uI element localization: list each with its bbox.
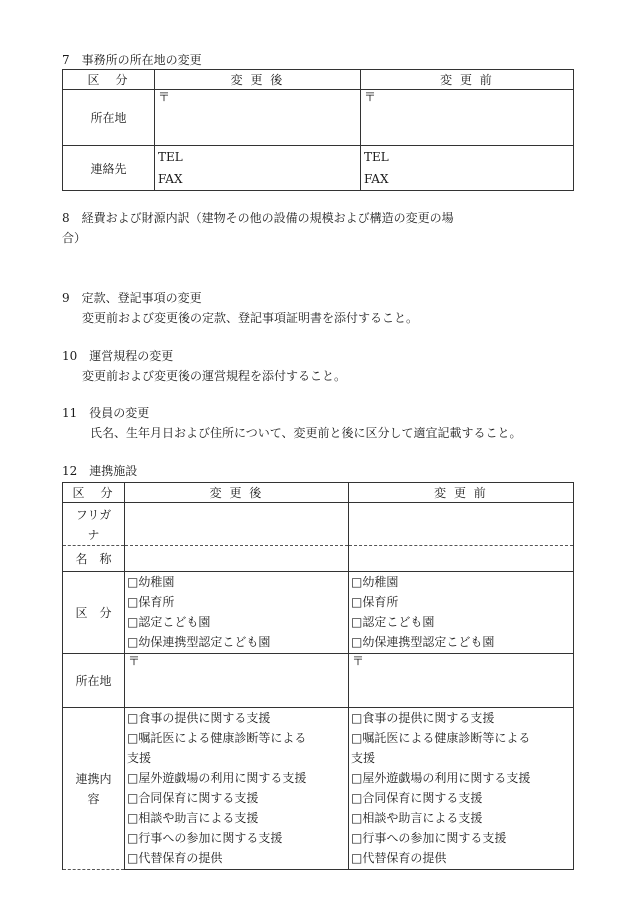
fax-label: FAX: [158, 172, 183, 186]
location-before-cell[interactable]: [361, 90, 574, 146]
category-option-certified[interactable]: □認定こども園: [351, 615, 435, 629]
name-after-cell[interactable]: [125, 546, 349, 572]
content-before-cell: [349, 708, 574, 870]
col-category-header: 区 分: [63, 483, 125, 503]
content-after-cell: [125, 708, 349, 870]
category-option-kindergarten[interactable]: □幼稚園: [351, 575, 399, 589]
content-label-1: 連携内: [75, 771, 112, 786]
fax-label: FAX: [364, 172, 389, 186]
category-after-cell: [125, 572, 349, 654]
row-label-location: 所在地: [63, 90, 155, 146]
section-9-body: 変更前および変更後の定款、登記事項証明書を添付すること。: [82, 311, 419, 325]
postal-mark: 〒: [158, 90, 171, 104]
tel-label: TEL: [158, 150, 183, 164]
content-option-playground[interactable]: □屋外遊戯場の利用に関する支援: [127, 771, 307, 785]
contact-before-cell[interactable]: [361, 146, 574, 191]
content-option-health-check-cont: 支援: [127, 751, 152, 765]
section-10-body: 変更前および変更後の運営規程を添付すること。: [82, 369, 347, 383]
postal-mark: 〒: [364, 90, 377, 104]
section-8-heading-cont: 合）: [62, 231, 87, 245]
section-10-heading: 10 運営規程の変更: [62, 349, 174, 363]
section-7-heading: 7 事務所の所在地の変更: [62, 53, 202, 67]
content-option-consultation[interactable]: □相談や助言による支援: [351, 811, 483, 825]
category-option-integrated[interactable]: □幼保連携型認定こども園: [127, 635, 271, 649]
category-option-integrated[interactable]: □幼保連携型認定こども園: [351, 635, 495, 649]
col-before-header: 変 更 前: [349, 483, 574, 503]
row-label-location: 所在地: [63, 654, 125, 708]
content-option-events[interactable]: □行事への参加に関する支援: [351, 831, 507, 845]
row-label-category: 区 分: [63, 572, 125, 654]
postal-mark: 〒: [128, 654, 141, 668]
location-before-cell[interactable]: [349, 654, 574, 708]
col-after-header: 変 更 後: [125, 483, 349, 503]
content-option-meals[interactable]: □食事の提供に関する支援: [127, 711, 271, 725]
name-before-cell[interactable]: [349, 546, 574, 572]
section-8-heading: 8 経費および財源内訳（建物その他の設備の規模および構造の変更の場: [62, 211, 454, 225]
row-label-contact: 連絡先: [63, 146, 155, 191]
contact-after-cell[interactable]: [155, 146, 361, 191]
content-label-2: 容: [87, 791, 100, 806]
row-label-content: [63, 708, 125, 870]
furigana-label-1: フリガ: [75, 508, 112, 522]
location-after-cell[interactable]: [125, 654, 349, 708]
content-option-joint-care[interactable]: □合同保育に関する支援: [351, 791, 483, 805]
content-option-health-check[interactable]: □嘱託医による健康診断等による: [127, 731, 307, 745]
category-before-cell: [349, 572, 574, 654]
section-7-table: [62, 69, 574, 191]
category-option-nursery[interactable]: □保育所: [127, 595, 175, 609]
content-option-health-check-cont: 支援: [351, 751, 376, 765]
furigana-before-cell[interactable]: [349, 503, 574, 546]
col-category-header: 区 分: [63, 70, 155, 90]
furigana-label-2: ナ: [87, 528, 100, 542]
content-option-playground[interactable]: □屋外遊戯場の利用に関する支援: [351, 771, 531, 785]
content-option-consultation[interactable]: □相談や助言による支援: [127, 811, 259, 825]
content-option-meals[interactable]: □食事の提供に関する支援: [351, 711, 495, 725]
content-option-events[interactable]: □行事への参加に関する支援: [127, 831, 283, 845]
section-11-heading: 11 役員の変更: [62, 406, 150, 420]
section-12-heading: 12 連携施設: [62, 464, 138, 478]
content-option-substitute[interactable]: □代替保育の提供: [127, 851, 223, 865]
row-label-furigana: [63, 503, 125, 546]
section-9-heading: 9 定款、登記事項の変更: [62, 291, 202, 305]
location-after-cell[interactable]: [155, 90, 361, 146]
category-option-nursery[interactable]: □保育所: [351, 595, 399, 609]
col-after-header: 変 更 後: [155, 70, 361, 90]
category-option-kindergarten[interactable]: □幼稚園: [127, 575, 175, 589]
section-11-body: 氏名、生年月日および住所について、変更前と後に区分して適宜記載すること。: [90, 426, 522, 440]
category-option-certified[interactable]: □認定こども園: [127, 615, 211, 629]
tel-label: TEL: [364, 150, 389, 164]
row-label-name: 名 称: [63, 546, 125, 572]
content-option-health-check[interactable]: □嘱託医による健康診断等による: [351, 731, 531, 745]
col-before-header: 変 更 前: [361, 70, 574, 90]
content-option-substitute[interactable]: □代替保育の提供: [351, 851, 447, 865]
postal-mark: 〒: [352, 654, 365, 668]
section-12-table: [62, 482, 574, 870]
furigana-after-cell[interactable]: [125, 503, 349, 546]
content-option-joint-care[interactable]: □合同保育に関する支援: [127, 791, 259, 805]
